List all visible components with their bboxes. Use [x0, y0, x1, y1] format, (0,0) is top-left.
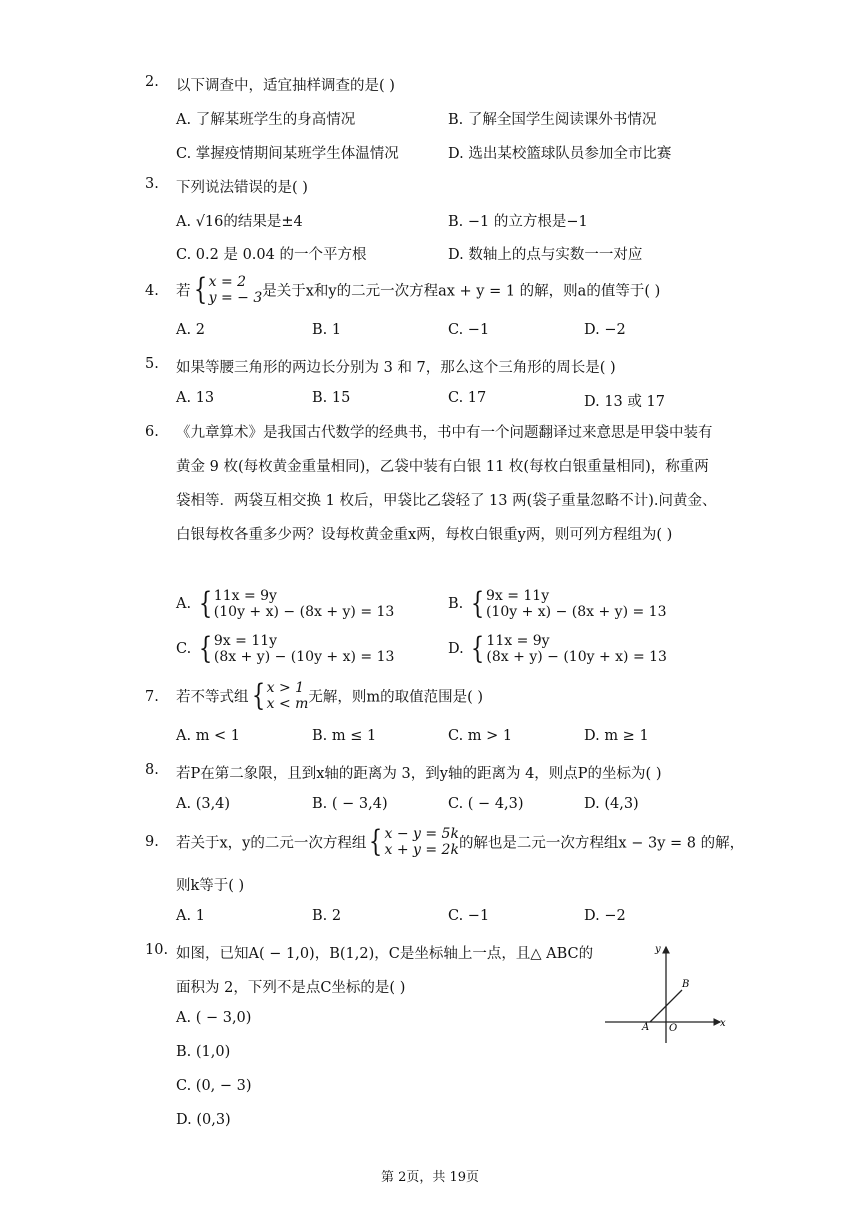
option-c: C. m > 1 [448, 728, 513, 744]
option-b: B. (1,0) [176, 1044, 231, 1060]
option-a: A. 了解某班学生的身高情况 [176, 112, 356, 128]
question-number: 6. [145, 424, 159, 440]
option-b: B. 15 [312, 390, 351, 406]
option-b: B. −1 的立方根是−1 [448, 214, 588, 230]
option-c: C. ( − 4,3) [448, 796, 524, 812]
equation-line: x > 1 [266, 680, 305, 696]
equation-line: (8x + y) − (10y + x) = 13 [213, 649, 395, 665]
equation-line: x < m [266, 696, 309, 712]
option-a: A. ( − 3,0) [176, 1010, 252, 1026]
option-a: A. 13 [176, 390, 215, 406]
option-d: D. (4,3) [584, 796, 639, 812]
equation-line: (8x + y) − (10y + x) = 13 [486, 649, 667, 665]
text-post: 的解也是二元一次方程组x − 3y = 8 的解， [458, 835, 745, 852]
option-a: A. (3,4) [176, 796, 231, 812]
equation-line: 11x = 9y [213, 588, 277, 604]
equation-line: (10y + x) − (8x + y) = 13 [213, 604, 395, 620]
option-label: D. [448, 641, 464, 657]
option-d: D. (0,3) [176, 1112, 231, 1128]
option-c: C. −1 [448, 908, 490, 924]
option-a: A. { 11x = 9y (10y + x) − (8x + y) = 13 [176, 586, 395, 621]
question-text: 若P在第二象限，且到x轴的距离为 3，到y轴的距离为 4，则点P的坐标为( ) [176, 766, 662, 782]
option-a: A. m < 1 [176, 728, 241, 744]
y-axis-label: y [655, 944, 661, 955]
question-text: 下列说法错误的是( ) [176, 180, 308, 196]
option-d: D. 13 或 17 [584, 394, 665, 410]
option-label: B. [448, 596, 464, 612]
page-footer: 第 2页，共 19页 [380, 1170, 480, 1185]
question-text: 以下调查中，适宜抽样调查的是( ) [176, 78, 395, 94]
text-post: 是关于x和y的二元一次方程ax + y = 1 的解，则a的值等于( ) [262, 283, 661, 300]
option-c: C. 17 [448, 390, 487, 406]
option-b: B. 了解全国学生阅读课外书情况 [448, 112, 657, 128]
equation-line: x − y = 5k [384, 826, 459, 842]
inequality-system: { x > 1 x < m [251, 678, 309, 713]
equation-line: x + y = 2k [384, 842, 459, 858]
option-b: B. 2 [312, 908, 342, 924]
option-b: B. ( − 3,4) [312, 796, 388, 812]
question-number: 8. [145, 762, 159, 778]
option-d: D. m ≥ 1 [584, 728, 649, 744]
equation-line: 11x = 9y [486, 633, 550, 649]
option-b: B. { 9x = 11y (10y + x) − (8x + y) = 13 [448, 586, 667, 621]
origin-label: O [669, 1023, 678, 1034]
x-axis-label: x [720, 1018, 726, 1029]
equation-line: 9x = 11y [213, 633, 278, 649]
option-c: C. −1 [448, 322, 490, 338]
question-text-line2: 则k等于( ) [176, 878, 245, 894]
option-b: B. 1 [312, 322, 342, 338]
option-b: B. m ≤ 1 [312, 728, 377, 744]
option-label: C. [176, 641, 192, 657]
text-pre: 若关于x，y的二元一次方程组 [176, 835, 367, 852]
option-a: A. 1 [176, 908, 205, 924]
question-number: 4. [145, 283, 159, 299]
option-d: D. 选出某校篮球队员参加全市比赛 [448, 146, 672, 162]
option-d: D. −2 [584, 908, 626, 924]
question-text [176, 680, 483, 712]
question-text: 如果等腰三角形的两边长分别为 3 和 7，那么这个三角形的周长是( ) [176, 360, 616, 376]
question-text: 《九章算术》是我国古代数学的经典书，书中有一个问题翻译过来意思是甲袋中装有黄金 9 枚(每枚黄金重量相同)，乙袋中装有白银 11 枚(每枚白银重量相同)，称重两袋相等．两袋互相交换 1 枚后，甲袋比乙袋轻了 13 两(袋子重量忽略不计).问黄金、白银每枚各重多少两？设每枚黄金重x两，每枚白银重y两，则可列方程组为( ) [176, 425, 717, 543]
coordinate-figure [600, 935, 730, 1045]
question-number: 9. [145, 834, 159, 850]
equation-system: { x = 2 y = − 3 [193, 272, 263, 307]
option-label: A. [176, 596, 192, 612]
question-number: 7. [145, 689, 159, 705]
question-number: 3. [145, 176, 159, 192]
option-a: A. √16的结果是±4 [176, 214, 303, 230]
question-number: 10. [145, 942, 169, 958]
question-number: 5. [145, 356, 159, 372]
option-c: C. 掌握疫情期间某班学生体温情况 [176, 146, 399, 162]
option-c: C. { 9x = 11y (8x + y) − (10y + x) = 13 [176, 631, 395, 666]
option-a: A. 2 [176, 322, 205, 338]
text-pre: 若不等式组 [176, 689, 249, 706]
point-a-label: A [642, 1022, 650, 1033]
point-b-label: B [682, 979, 690, 990]
equation-system: { x − y = 5k x + y = 2k [369, 824, 459, 859]
option-c: C. 0.2 是 0.04 的一个平方根 [176, 247, 367, 263]
question-text [176, 826, 744, 858]
equation-line: 9x = 11y [485, 588, 550, 604]
equation-line: x = 2 [208, 274, 247, 290]
option-d: D. −2 [584, 322, 626, 338]
text-post: 无解，则m的取值范围是( ) [308, 689, 484, 706]
option-c: C. (0, − 3) [176, 1078, 252, 1094]
equation-line: (10y + x) − (8x + y) = 13 [485, 604, 667, 620]
question-text [176, 274, 660, 306]
question-number: 2. [145, 74, 159, 90]
text-pre: 若 [176, 283, 191, 300]
question-text-line2: 面积为 2，下列不是点C坐标的是( ) [176, 980, 406, 996]
option-d: D. { 11x = 9y (8x + y) − (10y + x) = 13 [448, 631, 667, 666]
question-text: 如图，已知A( − 1,0)，B(1,2)，C是坐标轴上一点，且△ ABC的 [176, 946, 594, 962]
option-d: D. 数轴上的点与实数一一对应 [448, 247, 643, 263]
equation-line: y = − 3 [208, 290, 263, 306]
